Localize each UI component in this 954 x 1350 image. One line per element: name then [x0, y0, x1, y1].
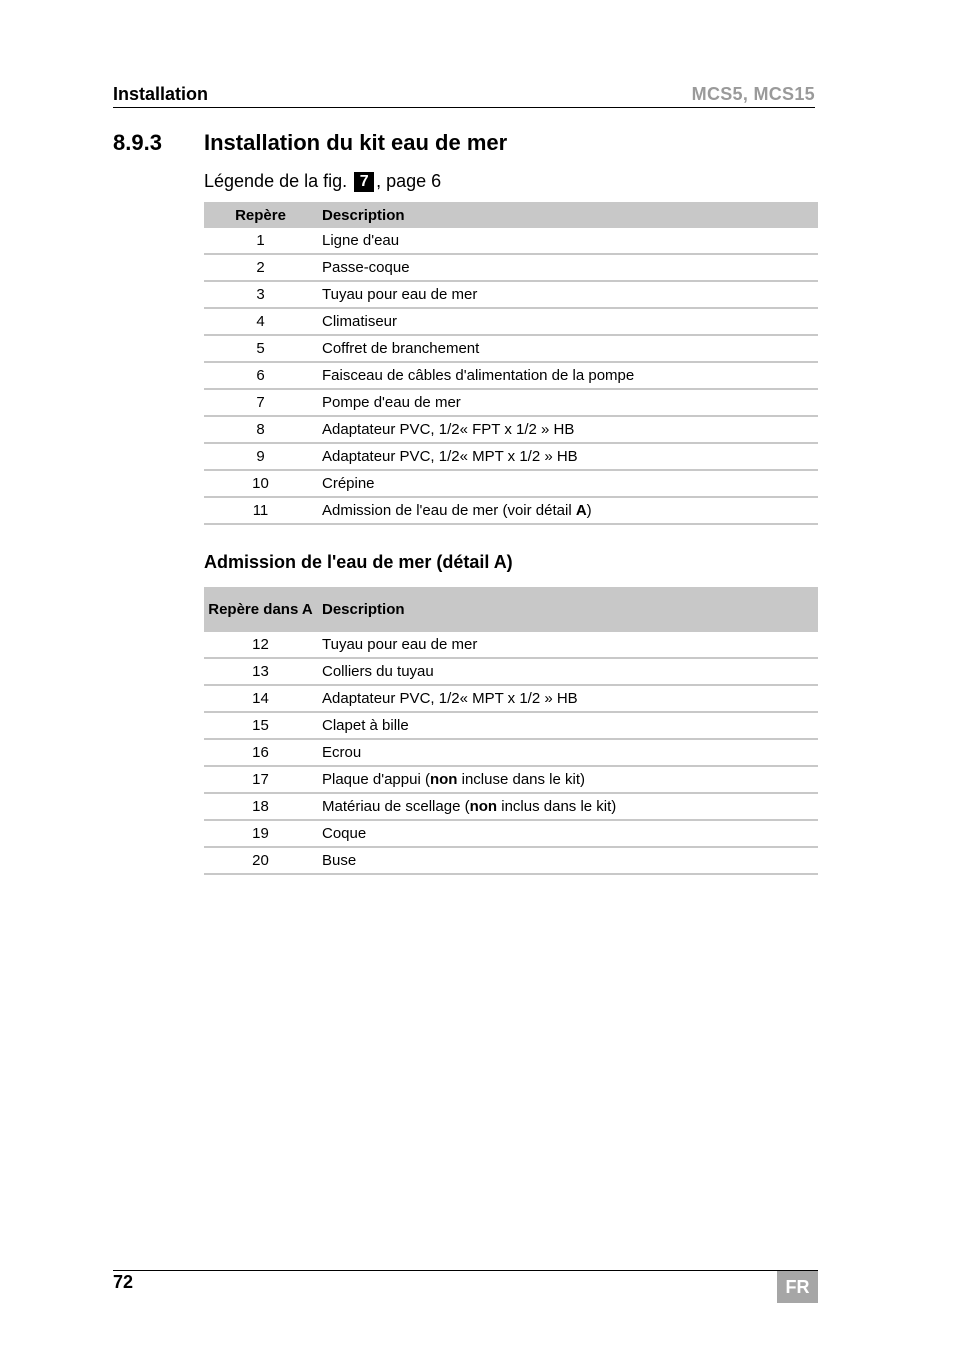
row-number: 7	[204, 389, 317, 416]
table-row	[204, 847, 818, 874]
description-text: Clapet à bille	[322, 717, 409, 734]
figure-legend-caption	[204, 171, 441, 192]
row-description	[317, 632, 818, 658]
language-badge: FR	[777, 1271, 818, 1303]
description-text: Pompe d'eau de mer	[322, 394, 461, 411]
table-row	[204, 443, 818, 470]
description-text: Climatiseur	[322, 313, 398, 330]
table-row	[204, 281, 818, 308]
row-number: 11	[204, 497, 317, 524]
table-row	[204, 389, 818, 416]
row-description	[317, 766, 818, 793]
table-row	[204, 308, 818, 335]
description-text: Ecrou	[322, 744, 362, 761]
description-text: Passe-coque	[322, 259, 410, 276]
row-description	[317, 739, 818, 766]
description-text: Buse	[322, 852, 357, 869]
row-number: 16	[204, 739, 317, 766]
description-text: Ligne d'eau	[322, 232, 400, 249]
table-row	[204, 712, 818, 739]
table-row	[204, 335, 818, 362]
description-emphasis: A	[575, 502, 587, 519]
row-description	[317, 362, 818, 389]
column-header-repere: Repère	[204, 202, 317, 228]
description-text: Plaque d'appui (	[322, 771, 430, 788]
row-number: 4	[204, 308, 317, 335]
legend-prefix: Légende de la fig.	[204, 171, 348, 191]
row-description	[317, 820, 818, 847]
description-text-after: )	[586, 502, 592, 519]
table-header-row	[204, 587, 818, 632]
detail-a-table	[204, 587, 818, 875]
table-row	[204, 470, 818, 497]
header-divider	[113, 107, 815, 108]
description-text: Admission de l'eau de mer (voir détail	[322, 502, 576, 519]
description-text-after: incluse dans le kit)	[457, 771, 586, 788]
table-row	[204, 228, 818, 254]
description-text: Adaptateur PVC, 1/2« MPT x 1/2 » HB	[322, 690, 578, 707]
row-number: 18	[204, 793, 317, 820]
header-section-label: Installation	[113, 84, 209, 104]
table-row	[204, 793, 818, 820]
row-number: 17	[204, 766, 317, 793]
row-description	[317, 658, 818, 685]
row-description	[317, 712, 818, 739]
row-number: 15	[204, 712, 317, 739]
row-number: 9	[204, 443, 317, 470]
column-header-description: Description	[317, 587, 818, 632]
row-description	[317, 443, 818, 470]
row-description	[317, 497, 818, 524]
subsection-title: Admission de l'eau de mer (détail A)	[204, 552, 513, 572]
description-text: Adaptateur PVC, 1/2« MPT x 1/2 » HB	[322, 448, 578, 465]
row-description	[317, 847, 818, 874]
page-number: 72	[113, 1272, 134, 1292]
description-text: Coque	[322, 825, 367, 842]
row-number: 3	[204, 281, 317, 308]
legend-table	[204, 202, 818, 525]
row-number: 13	[204, 658, 317, 685]
table-row	[204, 685, 818, 712]
table-row	[204, 820, 818, 847]
section-title: Installation du kit eau de mer	[204, 130, 508, 155]
section-number: 8.9.3	[113, 130, 162, 155]
table-row	[204, 497, 818, 524]
row-description	[317, 308, 818, 335]
row-description	[317, 228, 818, 254]
row-description	[317, 335, 818, 362]
table-row	[204, 362, 818, 389]
row-number: 12	[204, 632, 317, 658]
description-emphasis: non	[429, 771, 458, 788]
description-text: Colliers du tuyau	[322, 663, 434, 680]
row-description	[317, 685, 818, 712]
row-number: 6	[204, 362, 317, 389]
row-description	[317, 416, 818, 443]
row-description	[317, 281, 818, 308]
table-row	[204, 254, 818, 281]
table-header-row	[204, 202, 818, 228]
row-number: 1	[204, 228, 317, 254]
row-number: 5	[204, 335, 317, 362]
table-row	[204, 416, 818, 443]
table-row	[204, 632, 818, 658]
row-description	[317, 470, 818, 497]
description-text: Crépine	[322, 475, 375, 492]
legend-suffix: , page 6	[376, 171, 442, 191]
table-row	[204, 766, 818, 793]
description-text: Coffret de branchement	[322, 340, 480, 357]
header-model-label: MCS5, MCS15	[691, 84, 815, 104]
description-text: Tuyau pour eau de mer	[322, 286, 478, 303]
table-row	[204, 739, 818, 766]
description-text-after: inclus dans le kit)	[497, 798, 617, 815]
table-row	[204, 658, 818, 685]
row-description	[317, 793, 818, 820]
row-number: 14	[204, 685, 317, 712]
row-number: 20	[204, 847, 317, 874]
column-header-repere-dans-a: Repère dans A	[204, 587, 317, 632]
column-header-description: Description	[317, 202, 818, 228]
row-description	[317, 389, 818, 416]
description-text: Tuyau pour eau de mer	[322, 636, 478, 653]
row-number: 8	[204, 416, 317, 443]
description-emphasis: non	[469, 798, 498, 815]
description-text: Adaptateur PVC, 1/2« FPT x 1/2 » HB	[322, 421, 575, 438]
row-description	[317, 254, 818, 281]
row-number: 10	[204, 470, 317, 497]
description-text: Matériau de scellage (	[322, 798, 470, 815]
row-number: 19	[204, 820, 317, 847]
description-text: Faisceau de câbles d'alimentation de la pompe	[322, 367, 635, 384]
figure-number-badge: 7	[354, 172, 374, 192]
footer-divider	[113, 1270, 818, 1271]
row-number: 2	[204, 254, 317, 281]
